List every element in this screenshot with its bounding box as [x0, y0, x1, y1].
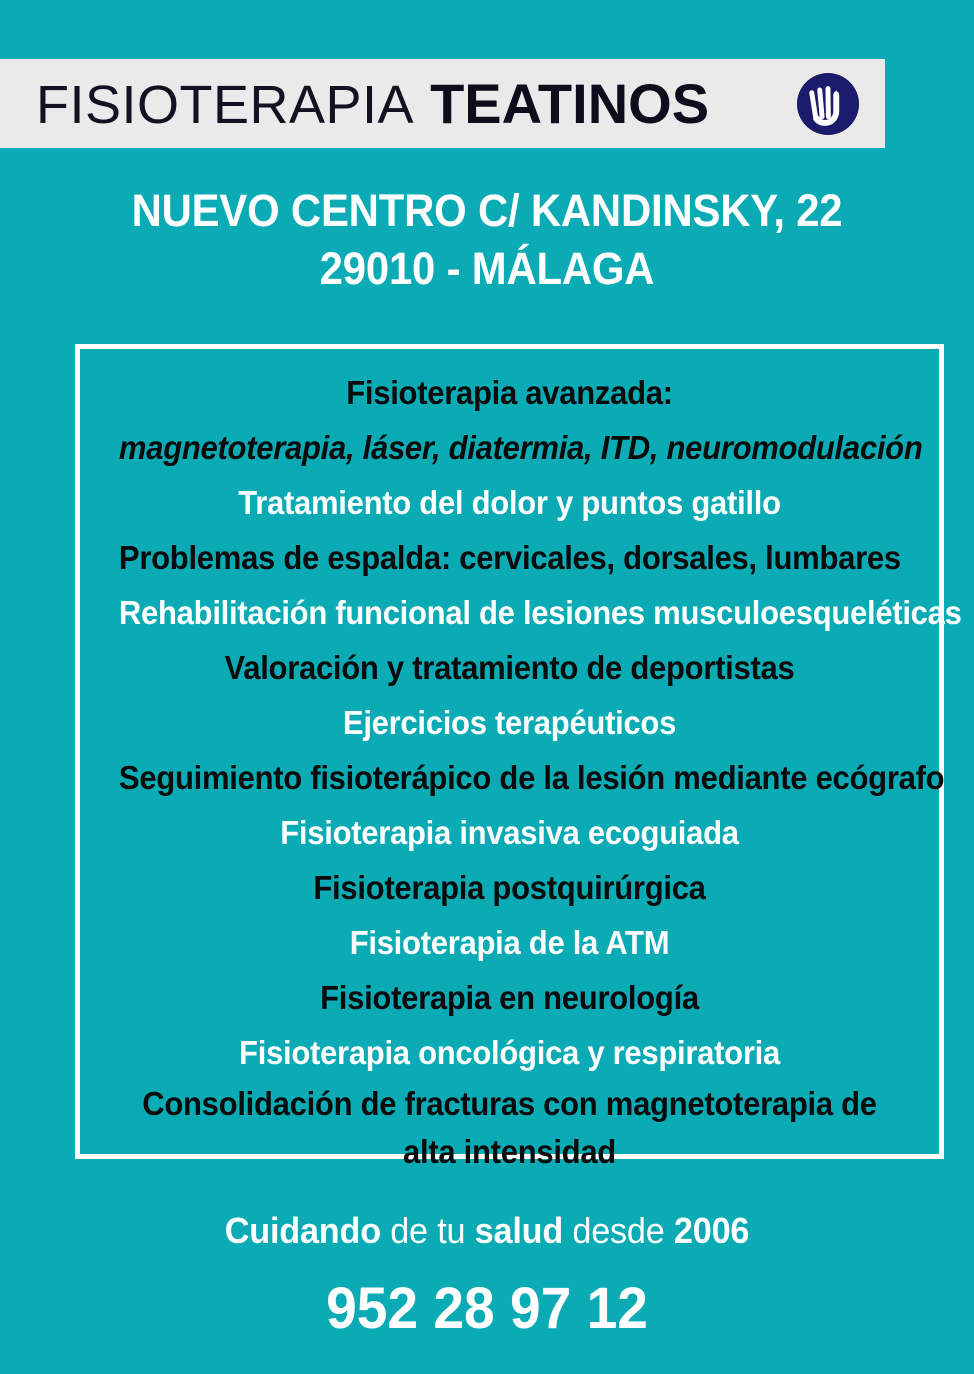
services-list-box — [75, 344, 962, 1170]
service-line: Fisioterapia de la ATM — [349, 924, 670, 961]
hand-logo-icon — [795, 71, 861, 137]
address-heading — [34, 182, 940, 298]
tagline-word-1: Cuidando — [224, 1210, 381, 1251]
service-line: Fisioterapia avanzada: — [346, 374, 673, 411]
tagline-space-1 — [381, 1210, 390, 1251]
tagline-word-3: salud — [474, 1210, 564, 1251]
tagline — [24, 1209, 949, 1253]
brand-name-secondary: TEATINOS — [430, 71, 710, 135]
service-line: Fisioterapia en neurología — [320, 979, 699, 1016]
service-line: Tratamiento del dolor y puntos gatillo — [238, 484, 781, 521]
tagline-word-5: 2006 — [673, 1210, 750, 1251]
phone-number[interactable]: 952 28 97 12 — [326, 1276, 648, 1341]
service-line: Ejercicios terapéuticos — [342, 704, 677, 741]
tagline-word-4: desde — [572, 1210, 665, 1251]
brand-name-primary: FISIOTERAPIA — [36, 74, 415, 135]
address-line-1: NUEVO CENTRO C/ KANDINSKY, 22 — [131, 185, 843, 236]
service-line: Valoración y tratamiento de deportistas — [224, 649, 795, 686]
service-line: Fisioterapia oncológica y respiratoria — [239, 1034, 780, 1071]
brand-banner — [0, 59, 885, 148]
tagline-space-2 — [465, 1210, 474, 1251]
service-line: Fisioterapia postquirúrgica — [313, 869, 706, 906]
service-line: Seguimiento fisioterápico de la lesión mediante ecógrafo — [118, 759, 945, 796]
tagline-word-2: de tu — [390, 1210, 466, 1251]
tagline-space-3 — [563, 1210, 572, 1251]
service-line: Rehabilitación funcional de lesiones musculoesqueléticas — [118, 594, 962, 631]
service-line: Fisioterapia invasiva ecoguiada — [280, 814, 739, 851]
address-line-2: 29010 - MÁLAGA — [319, 243, 655, 294]
service-line: magnetoterapia, láser, diatermia, ITD, neuromodulación — [118, 429, 923, 466]
brand-wordmark — [36, 71, 773, 135]
service-line: Problemas de espalda: cervicales, dorsales, lumbares — [118, 539, 901, 576]
tagline-space-4 — [665, 1210, 674, 1251]
service-line: Consolidación de fracturas con magnetoterapia de alta intensidad — [142, 1085, 877, 1170]
